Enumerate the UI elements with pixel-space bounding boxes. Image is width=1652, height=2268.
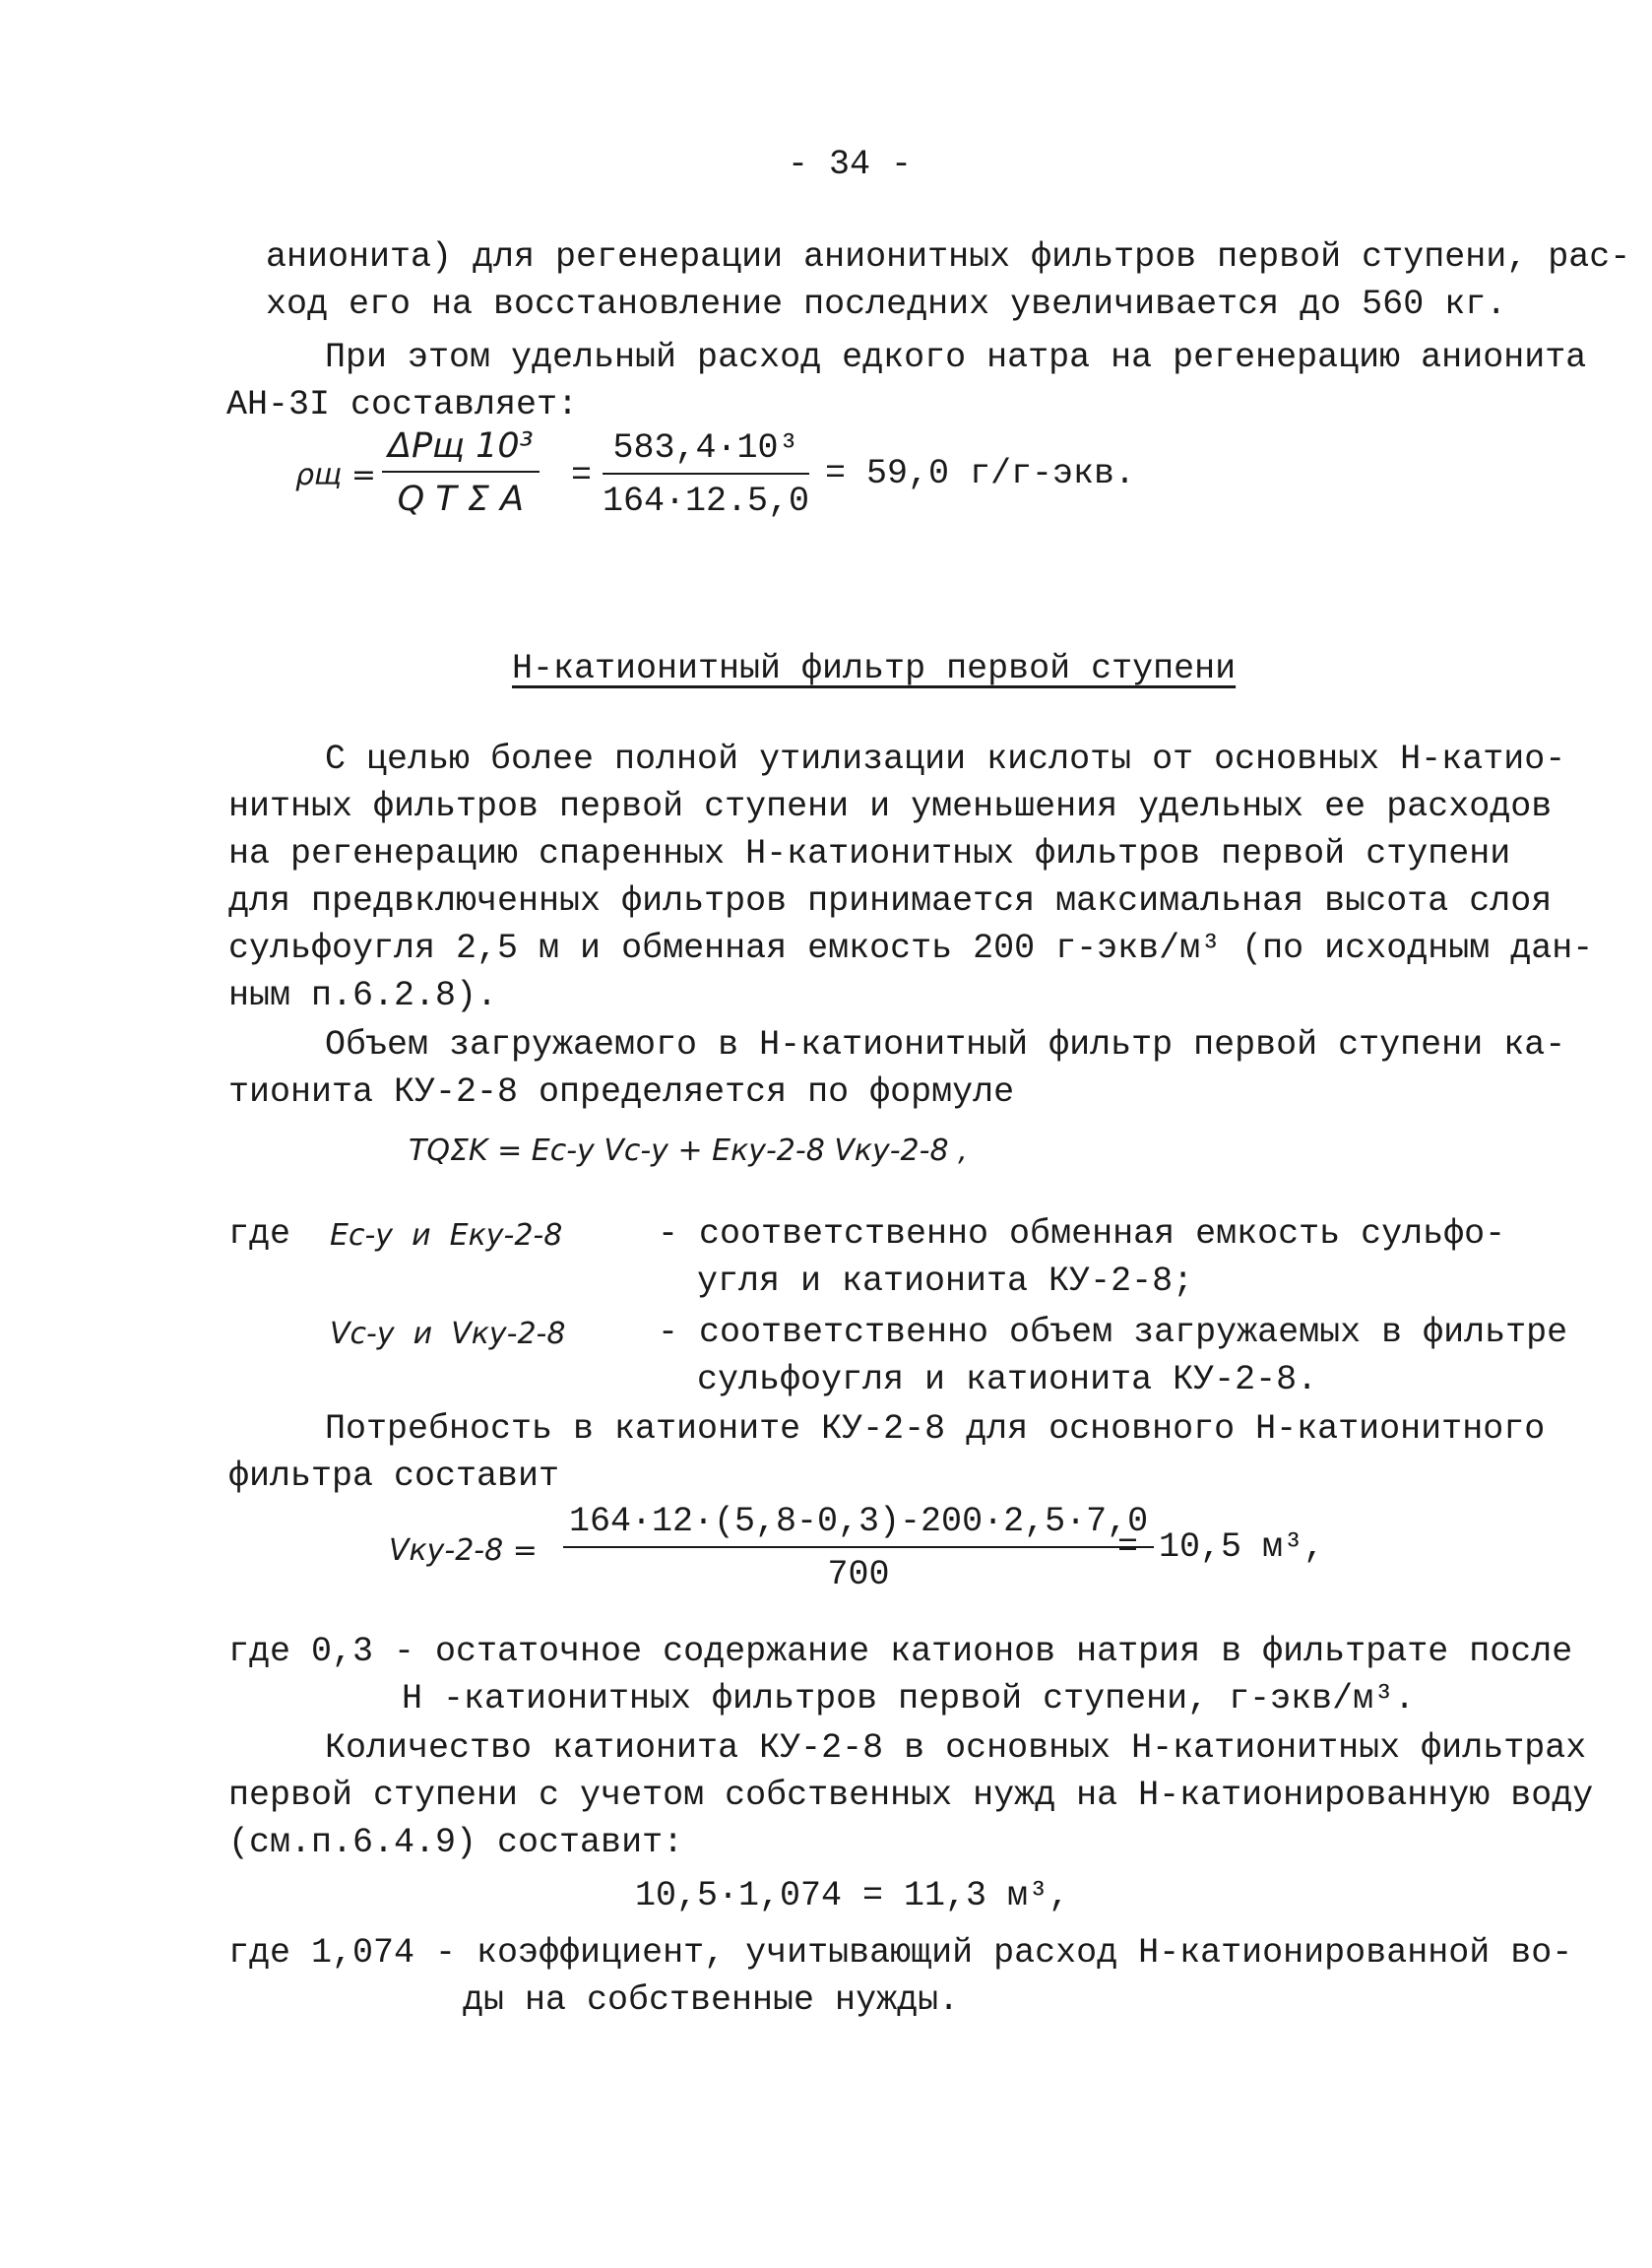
eq1-lhs: ρщ =	[295, 458, 376, 492]
equation-total: 10,5·1,074 = 11,3 м³,	[635, 1876, 1070, 1915]
eq3-result: = 10,5 м³,	[1117, 1527, 1325, 1567]
paragraph-line: АН-3I составляет:	[226, 385, 579, 424]
section-title: Н-катионитный фильтр первой ступени	[512, 649, 1237, 688]
where-symbol-volume: Vс-у и Vку-2-8	[330, 1317, 566, 1351]
paragraph-line: (см.п.6.4.9) составит:	[228, 1823, 684, 1862]
paragraph-line: на регенерацию спаренных Н-катионитных фильтров первой ступени	[228, 834, 1511, 874]
eq1-numerator: ΔPщ 10³	[382, 423, 540, 473]
paragraph-line: ным п.6.2.8).	[228, 976, 498, 1015]
where-symbol-capacity: Eс-у и Eку-2-8	[330, 1218, 563, 1253]
paragraph-line: для предвключенных фильтров принимается максимальная высота слоя	[228, 881, 1553, 921]
paragraph-line: фильтра составит	[228, 1457, 560, 1496]
paragraph-line: тионита КУ-2-8 определяется по формуле	[228, 1072, 1015, 1112]
equation-balance: TQΣK = Eс-у Vс-у + Eку-2-8 Vку-2-8 ,	[409, 1134, 968, 1168]
paragraph-line: Потребность в катионите КУ-2-8 для основного Н-катионитного	[325, 1409, 1546, 1449]
paragraph-line: При этом удельный расход едкого натра на регенерацию анионита	[325, 338, 1587, 377]
eq1-fraction-symbolic	[382, 423, 540, 522]
eq1-equals: =	[571, 456, 593, 495]
paragraph-line: первой ступени с учетом собственных нужд на Н-катионированную воду	[228, 1776, 1594, 1815]
eq3-lhs: Vку-2-8 =	[389, 1533, 538, 1568]
where-definition-line: - соответственно объем загружаемых в фильтре	[658, 1313, 1568, 1352]
where-label: где	[228, 1214, 291, 1254]
where-definition-line: сульфоугля и катионита КУ-2-8.	[697, 1360, 1318, 1399]
paragraph-line: где 0,3 - остаточное содержание катионов натрия в фильтрате после	[228, 1632, 1573, 1671]
eq1-denominator: Q T Σ A	[397, 480, 525, 519]
paragraph-line: Количество катионита КУ-2-8 в основных Н-катионитных фильтрах	[325, 1728, 1587, 1768]
eq1-denominator-numeric: 164·12.5,0	[603, 482, 810, 521]
eq3-denominator: 700	[827, 1555, 890, 1594]
paragraph-line: ход его на восстановление последних увеличивается до 560 кг.	[266, 285, 1507, 324]
where-definition-line: - соответственно обменная емкость сульфо-	[658, 1214, 1506, 1254]
paragraph-line: Объем загружаемого в Н-катионитный фильтр первой ступени ка-	[325, 1025, 1566, 1065]
eq3-fraction	[563, 1499, 1154, 1597]
eq1-fraction-numeric	[603, 425, 809, 524]
where-definition-line: угля и катионита КУ-2-8;	[697, 1262, 1194, 1301]
paragraph-line: ды на собственные нужды.	[463, 1980, 960, 2020]
paragraph-line: где 1,074 - коэффициент, учитывающий расход Н-катионированной во-	[228, 1933, 1573, 1973]
eq1-result: = 59,0 г/г-экв.	[825, 454, 1136, 493]
paragraph-line: анионита) для регенерации анионитных фильтров первой ступени, рас-	[266, 237, 1631, 277]
paragraph-line: сульфоугля 2,5 м и обменная емкость 200 г-экв/м³ (по исходным дан-	[228, 929, 1594, 968]
eq1-numerator-numeric: 583,4·10³	[603, 425, 809, 475]
eq3-numerator: 164·12·(5,8-0,3)-200·2,5·7,0	[563, 1499, 1154, 1548]
page-number: - 34 -	[788, 145, 913, 184]
paragraph-line: Н -катионитных фильтров первой ступени, г-экв/м³.	[402, 1679, 1416, 1718]
paragraph-line: нитных фильтров первой ступени и уменьшения удельных ее расходов	[228, 787, 1553, 826]
paragraph-line: С целью более полной утилизации кислоты от основных Н-катио-	[325, 740, 1566, 779]
